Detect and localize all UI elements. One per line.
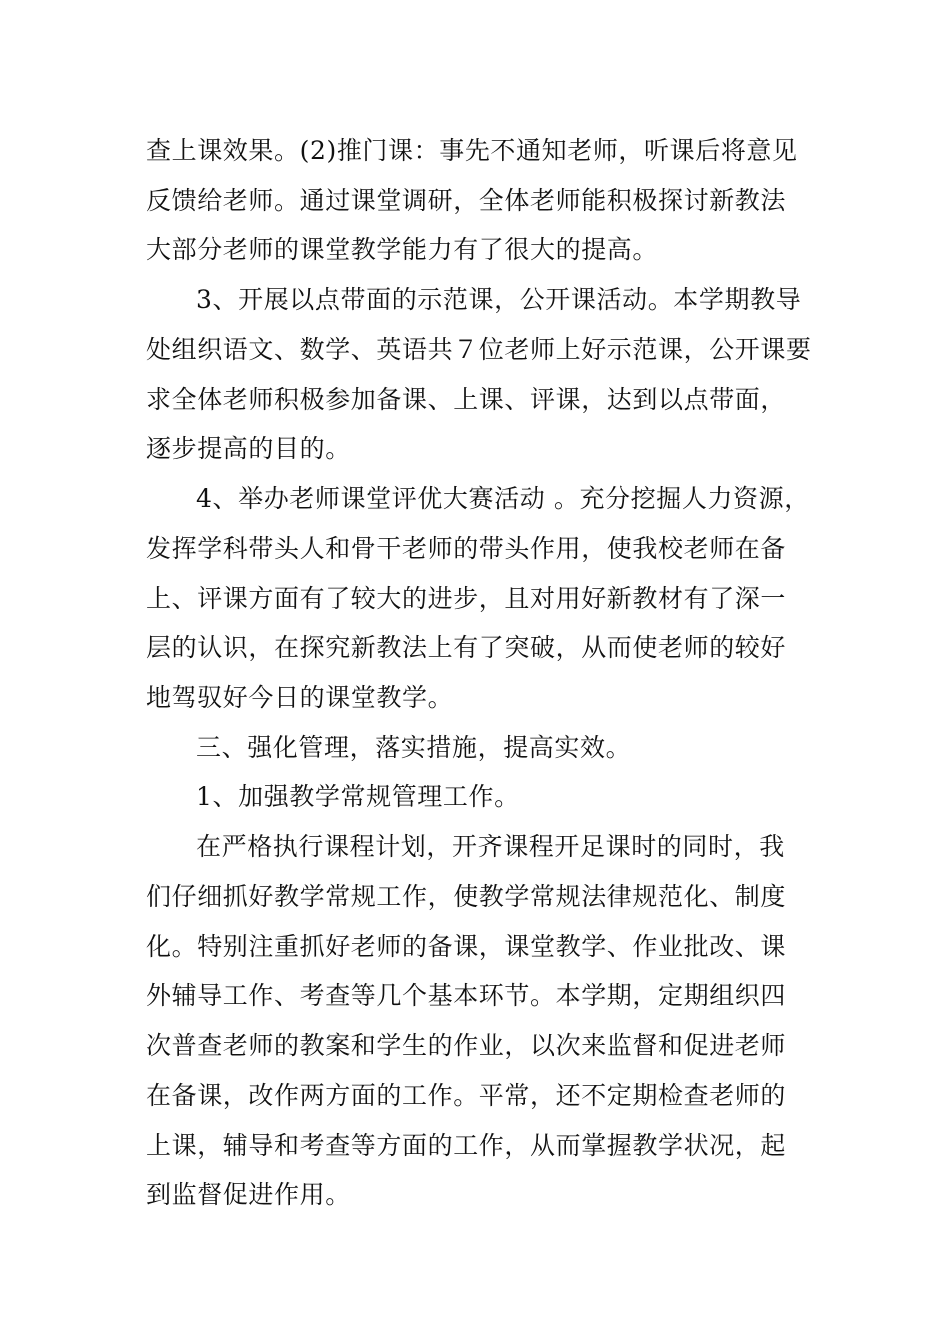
text-line: 大部分老师的课堂教学能力有了很大的提高。 [146, 235, 659, 264]
text-line: 上课，辅导和考查等方面的工作，从而掌握教学状况，起 [146, 1131, 787, 1160]
text-line: 外辅导工作、考查等几个基本环节。本学期，定期组织四 [146, 981, 787, 1010]
text-line: 层的认识，在探究新教法上有了突破，从而使老师的较好 [146, 633, 787, 662]
text-line: 在严格执行课程计划，开齐课程开足课时的同时，我 [196, 832, 785, 861]
text-line: 们仔细抓好教学常规工作，使教学常规法律规范化、制度 [146, 882, 787, 911]
text-line: 反馈给老师。通过课堂调研，全体老师能积极探讨新教法 [146, 186, 787, 215]
text-line: 1、加强教学常规管理工作。 [196, 782, 520, 811]
text-line: 3、开展以点带面的示范课，公开课活动。本学期教导 [196, 285, 802, 314]
text-line: 次普查老师的教案和学生的作业，以次来监督和促进老师 [146, 1031, 787, 1060]
text-line: 地驾驭好今日的课堂教学。 [146, 683, 454, 712]
text-line: 4、举办老师课堂评优大赛活动 。充分挖掘人力资源， [196, 484, 810, 513]
text-line: 到监督促进作用。 [146, 1180, 351, 1209]
text-line: 查上课效果。(2)推门课：事先不通知老师，听课后将意见 [146, 136, 798, 165]
text-line: 发挥学科带头人和骨干老师的带头作用，使我校老师在备 [146, 534, 787, 563]
text-line: 逐步提高的目的。 [146, 434, 351, 463]
text-line: 化。特别注重抓好老师的备课，课堂教学、作业批改、课 [146, 932, 787, 961]
text-line: 三、强化管理，落实措施，提高实效。 [196, 733, 632, 762]
text-line: 处组织语文、数学、英语共７位老师上好示范课，公开课要 [146, 335, 812, 364]
text-line: 上、评课方面有了较大的进步，且对用好新教材有了深一 [146, 584, 787, 613]
text-line: 求全体老师积极参加备课、上课、评课，达到以点带面， [146, 385, 787, 414]
text-line: 在备课，改作两方面的工作。平常，还不定期检查老师的 [146, 1081, 787, 1110]
